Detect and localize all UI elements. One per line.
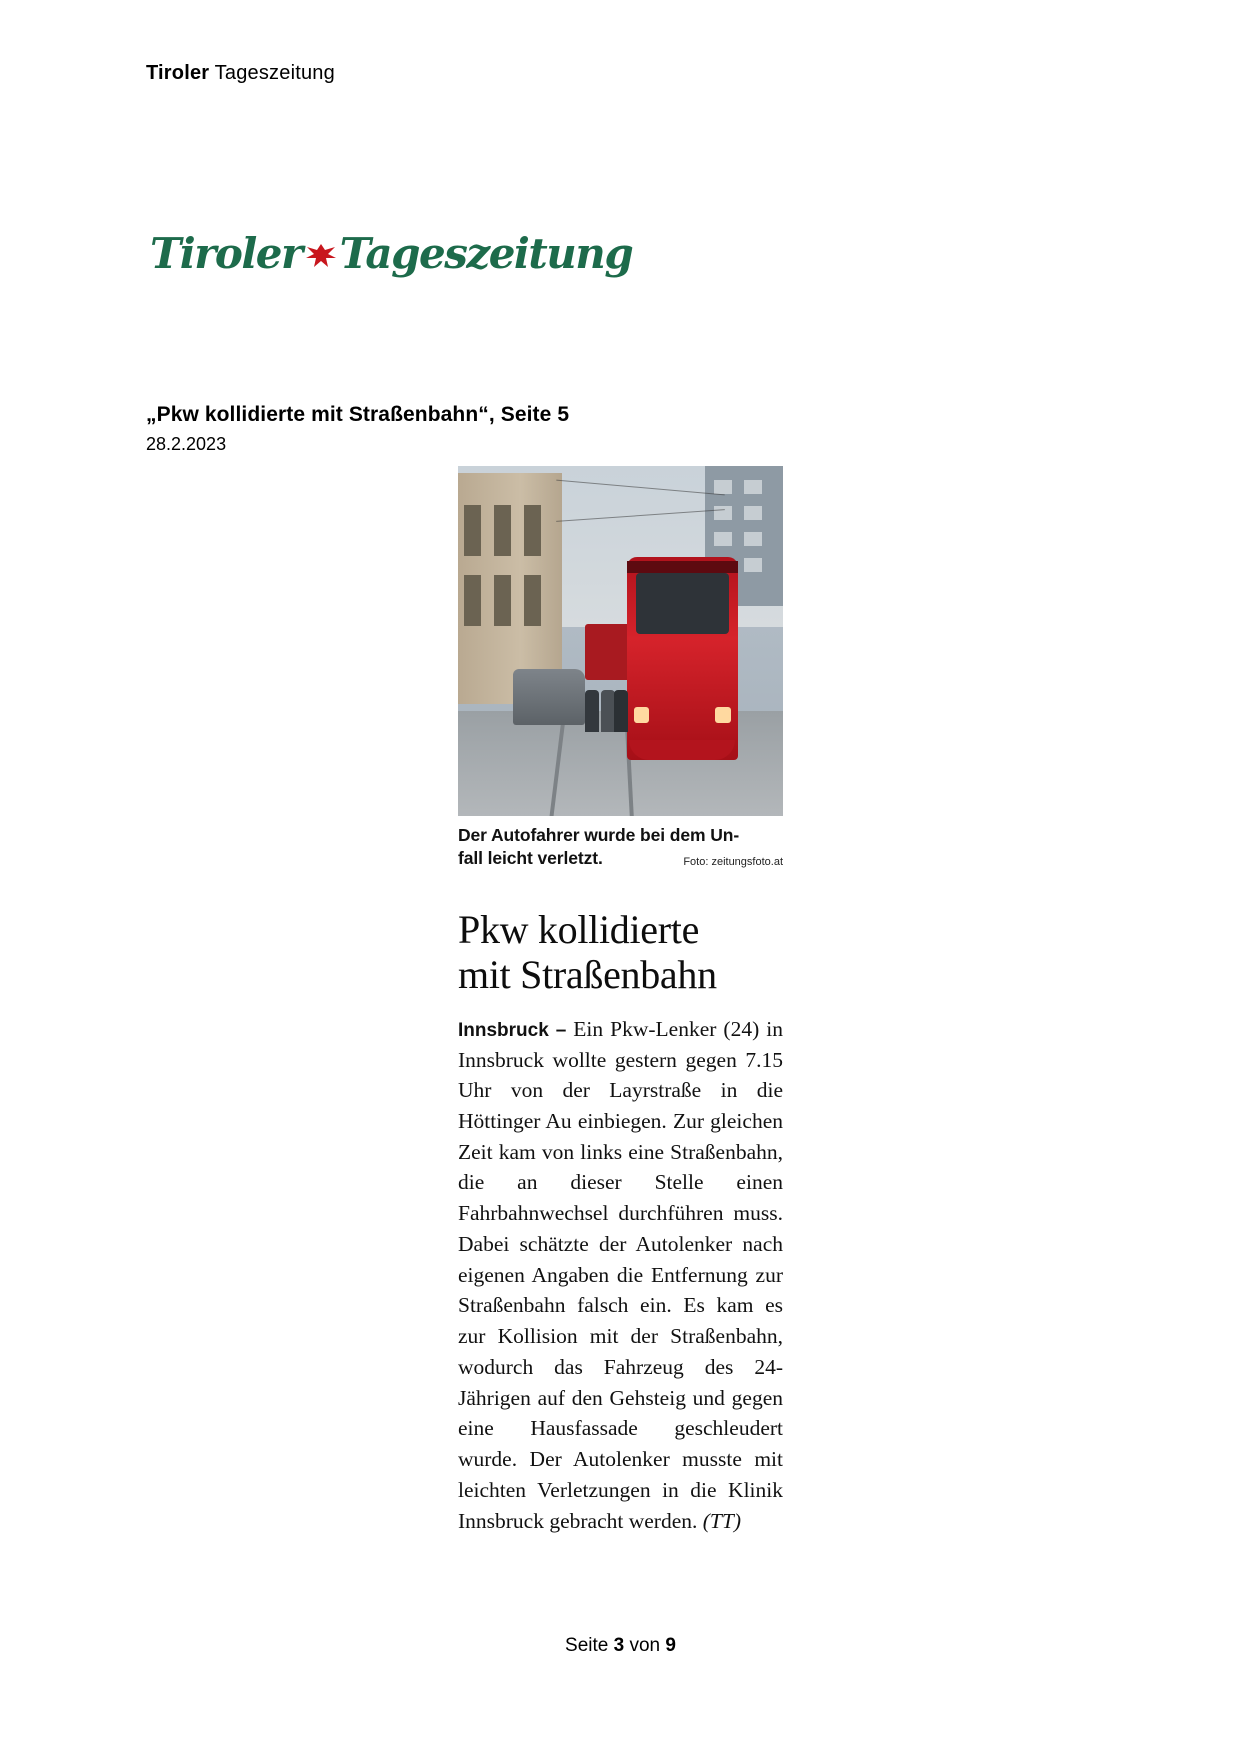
photo-caption-line-2: fall leicht verletzt. bbox=[458, 848, 603, 869]
footer-prefix: Seite bbox=[565, 1635, 614, 1656]
footer-current-page: 3 bbox=[613, 1635, 625, 1656]
clipping-body-source: (TT) bbox=[702, 1508, 741, 1533]
masthead-word-right: Tageszeitung bbox=[339, 229, 633, 278]
photo-tram-headlight bbox=[715, 707, 730, 723]
clipping-headline-line-2: mit Straßenbahn bbox=[458, 951, 717, 997]
page-header-brand-rest: Tageszeitung bbox=[209, 62, 335, 84]
photo-tram-headlight bbox=[634, 707, 649, 723]
clipping-body-text: Ein Pkw-Lenker (24) in Innsbruck wollte gestern gegen 7.15 Uhr von der Layrstraße in die Höttinger Au einbiegen. Zur gleichen Zeit kam von links eine Straßenbahn, die an dieser Stelle einen Fahrbahnwechsel durchführen muss. Dabei schätzte der Autolenker nach eigenen Angaben die Entfernung zur Straßenbahn falsch ein. Es kam es zur Kollision mit der Straßenbahn, wodurch das Fahrzeug des 24-Jährigen auf den Gehsteig und gegen eine Hausfassade geschleudert wurde. Der Autolenker musste mit leichten Verletzungen in die Klinik Innsbruck gebracht werden. bbox=[458, 1016, 783, 1533]
newspaper-clipping bbox=[458, 466, 783, 1536]
clipping-headline bbox=[458, 908, 783, 998]
article-date: 28.2.2023 bbox=[146, 434, 227, 454]
footer-total-pages: 9 bbox=[665, 1635, 676, 1656]
photo-tram-skirt bbox=[629, 740, 735, 760]
footer-middle: von bbox=[624, 1635, 666, 1656]
photo-caption-line-1: Der Autofahrer wurde bei dem Un- bbox=[458, 825, 740, 845]
photo-tram bbox=[627, 557, 738, 760]
page-title: „Pkw kollidierte mit Straßenbahn“, Seite 5 bbox=[146, 403, 570, 426]
clipping-dateline: Innsbruck – bbox=[458, 1019, 574, 1041]
page-footer bbox=[0, 1635, 1241, 1657]
page-header-brand-bold: Tiroler bbox=[146, 62, 210, 84]
masthead-logo bbox=[150, 228, 632, 280]
accident-photo bbox=[458, 466, 783, 816]
photo-responder bbox=[585, 690, 599, 732]
photo-responder bbox=[601, 690, 615, 732]
photo-tram-band bbox=[627, 561, 738, 573]
photo-credit: Foto: zeitungsfoto.at bbox=[683, 855, 783, 868]
photo-responder bbox=[614, 690, 628, 732]
eagle-icon bbox=[304, 241, 338, 271]
photo-tram-windshield bbox=[636, 573, 729, 634]
clipping-body bbox=[458, 1014, 783, 1536]
photo-caption bbox=[458, 824, 783, 870]
masthead-word-left: Tiroler bbox=[150, 229, 302, 278]
clipping-headline-line-1: Pkw kollidierte bbox=[458, 907, 700, 953]
photo-damaged-car bbox=[513, 669, 585, 725]
page-header bbox=[146, 62, 335, 85]
